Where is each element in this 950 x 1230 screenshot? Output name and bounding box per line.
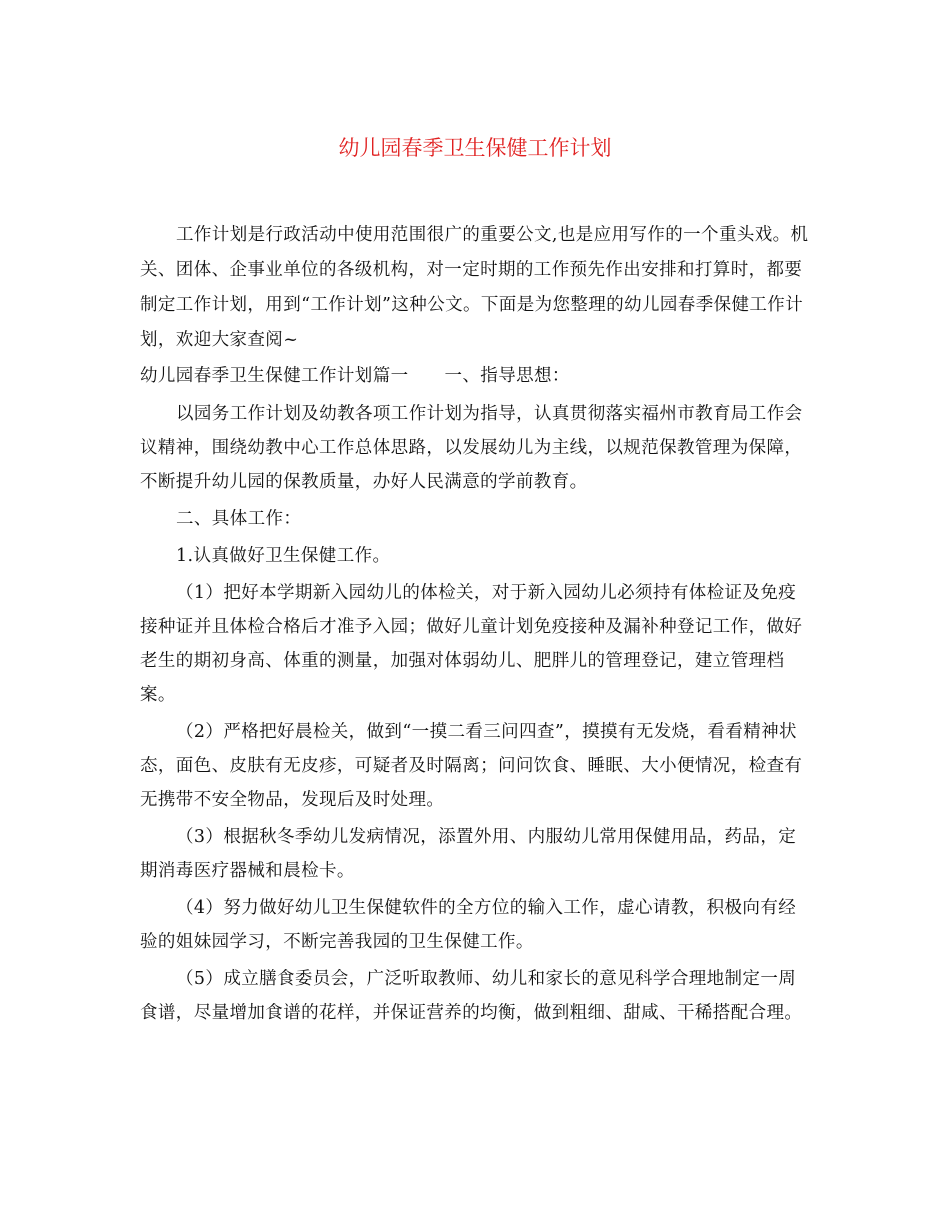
paragraph-item-1: （1）把好本学期新入园幼儿的体检关，对于新入园幼儿必须持有体检证及免疫接种证并且体检合格后才准予入园；做好儿童计划免疫接种及漏补种登记工作，做好老生的期初身高、体重的测量，加强对体弱幼儿、肥胖儿的管理登记，建立管理档案。 [140,583,803,705]
section-title: 幼儿园春季卫生保健工作计划篇一 [140,366,409,386]
document-body [140,218,812,1030]
intro-paragraph: 工作计划是行政活动中使用范围很广的重要公文,也是应用写作的一个重头戏。机关、团体、企事业单位的各级机构，对一定时期的工作预先作出安排和打算时，都要制定工作计划，用到“工作计划”这种公文。下面是为您整理的幼儿园春季保健工作计划，欢迎大家查阅~ [140,225,809,350]
paragraph-item-2: （2）严格把好晨检关，做到“一摸二看三问四查”，摸摸有无发烧，看看精神状态，面色、皮肤有无皮疹，可疑者及时隔离；问问饮食、睡眠、大小便情况，检查有无携带不安全物品，发现后及时处理。 [140,722,803,810]
paragraph-item-4: （4）努力做好幼儿卫生保健软件的全方位的输入工作，虚心请教，积极向有经验的姐妹园学习，不断完善我园的卫生保健工作。 [140,898,797,952]
paragraph-item-3: （3）根据秋冬季幼儿发病情况，添置外用、内服幼儿常用保健用品，药品，定期消毒医疗器械和晨检卡。 [140,827,797,881]
section-heading: 一、指导思想： [444,366,570,386]
paragraph-item-5: （5）成立膳食委员会，广泛听取教师、幼儿和家长的意见科学合理地制定一周食谱，尽量增加食谱的花样，并保证营养的均衡，做到粗细、甜咸、干稀搭配合理。 [140,969,803,1023]
paragraph-heading-work: 二、具体工作： [176,509,302,529]
paragraph-heading-health: 1.认真做好卫生保健工作。 [176,546,391,566]
document-title: 幼儿园春季卫生保健工作计划 [338,136,612,160]
paragraph-guiding: 以园务工作计划及幼教各项工作计划为指导，认真贯彻落实福州市教育局工作会议精神，围绕幼教中心工作总体思路，以发展幼儿为主线，以规范保教管理为保障，不断提升幼儿园的保教质量，办好人民满意的学前教育。 [140,404,803,492]
section-line [140,358,812,394]
